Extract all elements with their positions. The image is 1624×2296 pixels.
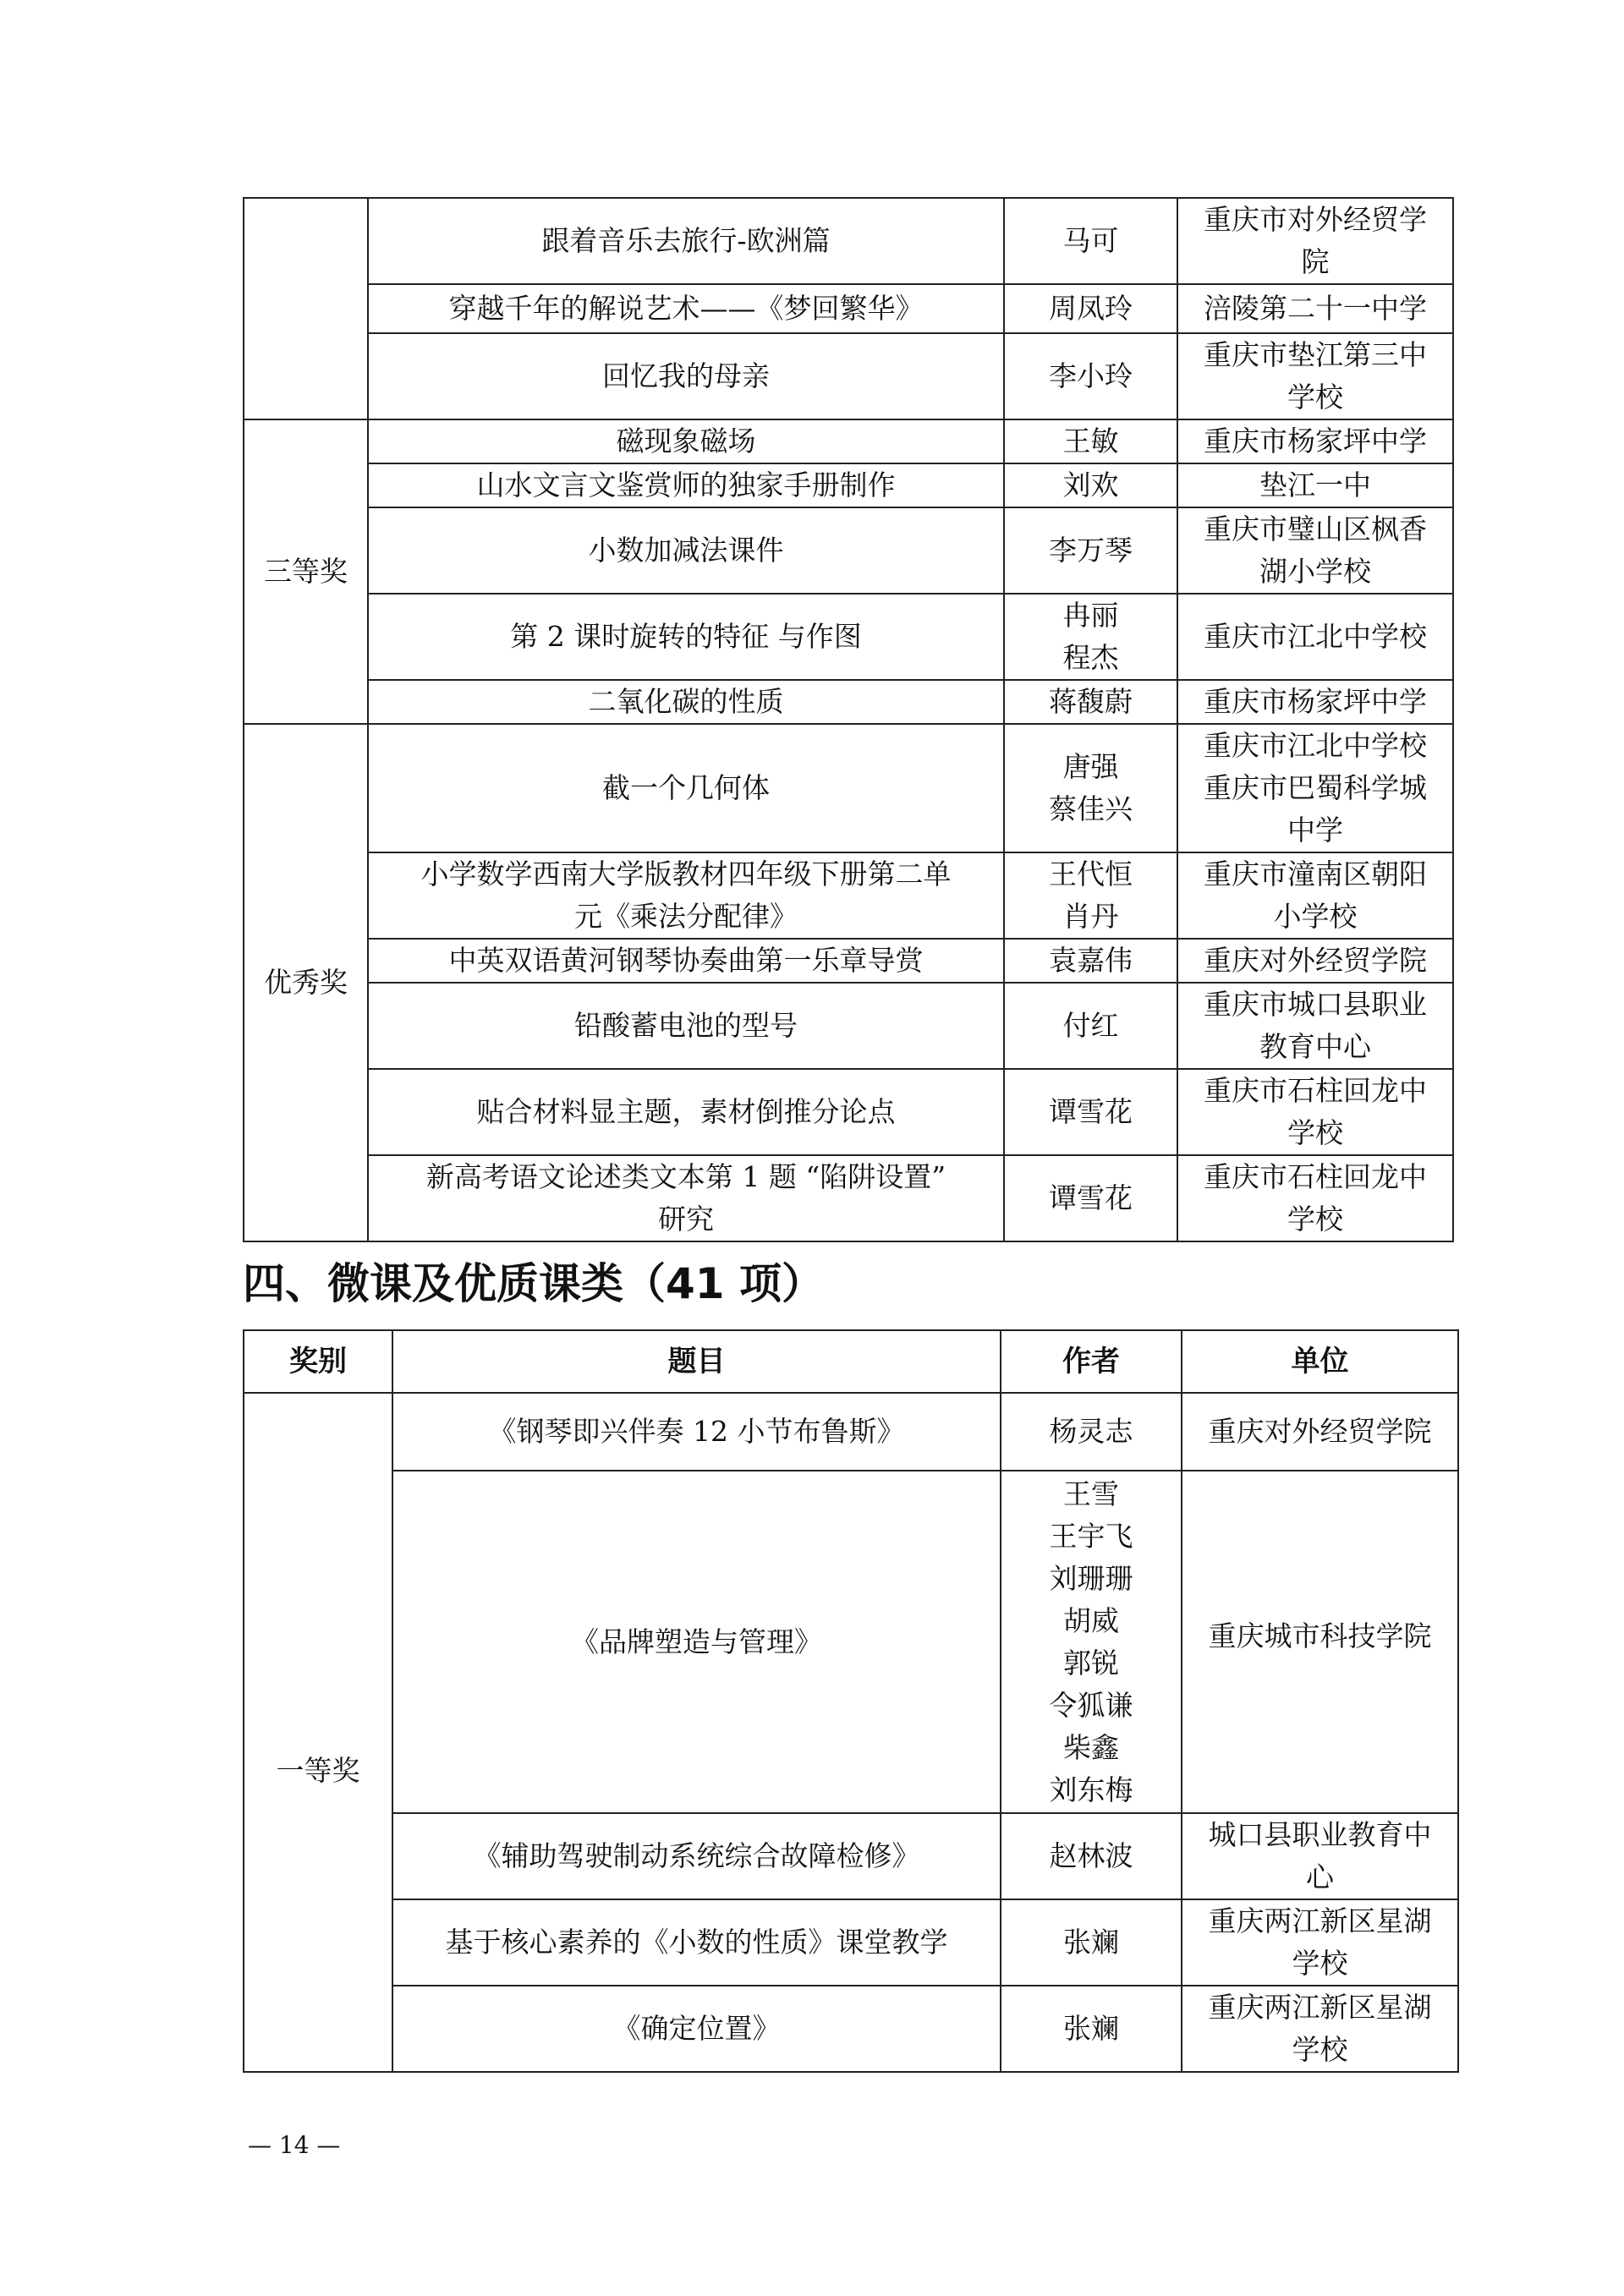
entry-unit: 重庆两江新区星湖 学校 (1182, 1899, 1458, 1986)
entry-title: 小学数学西南大学版教材四年级下册第二单 元《乘法分配律》 (368, 852, 1004, 939)
entry-author: 谭雪花 (1004, 1155, 1177, 1241)
entry-author: 刘欢 (1004, 463, 1177, 507)
entry-title: 二氧化碳的性质 (368, 680, 1004, 724)
microlesson-awards-table (243, 1329, 1459, 2073)
entry-author: 王雪 王宇飞 刘珊珊 胡威 郭锐 令狐谦 柴鑫 刘东梅 (1001, 1471, 1182, 1813)
table-row (244, 463, 1453, 507)
entry-title: 跟着音乐去旅行-欧洲篇 (368, 198, 1004, 284)
entry-unit: 重庆市对外经贸学 院 (1177, 198, 1453, 284)
awards-table-continued (243, 197, 1454, 1242)
entry-title: 《确定位置》 (392, 1986, 1001, 2072)
entry-author: 杨灵志 (1001, 1393, 1182, 1471)
entry-author: 李万琴 (1004, 507, 1177, 594)
entry-title: 穿越千年的解说艺术——《梦回繁华》 (368, 284, 1004, 333)
entry-title: 山水文言文鉴赏师的独家手册制作 (368, 463, 1004, 507)
entry-unit: 重庆市杨家坪中学 (1177, 680, 1453, 724)
table-header-row (244, 1330, 1458, 1393)
entry-title: 贴合材料显主题，素材倒推分论点 (368, 1069, 1004, 1155)
table-row (244, 1813, 1458, 1899)
entry-title: 磁现象磁场 (368, 419, 1004, 463)
entry-unit: 重庆市璧山区枫香 湖小学校 (1177, 507, 1453, 594)
header-author: 作者 (1001, 1330, 1182, 1393)
entry-unit: 重庆市石柱回龙中 学校 (1177, 1155, 1453, 1241)
entry-unit: 城口县职业教育中 心 (1182, 1813, 1458, 1899)
header-unit: 单位 (1182, 1330, 1458, 1393)
award-level-first: 一等奖 (244, 1393, 392, 2072)
entry-author: 张斓 (1001, 1986, 1182, 2072)
entry-author: 袁嘉伟 (1004, 939, 1177, 983)
entry-unit: 涪陵第二十一中学 (1177, 284, 1453, 333)
header-title: 题目 (392, 1330, 1001, 1393)
entry-unit: 重庆市杨家坪中学 (1177, 419, 1453, 463)
entry-unit: 重庆市城口县职业 教育中心 (1177, 983, 1453, 1069)
entry-title: 基于核心素养的《小数的性质》课堂教学 (392, 1899, 1001, 1986)
table-row (244, 1986, 1458, 2072)
table-row (244, 1155, 1453, 1241)
entry-author: 周凤玲 (1004, 284, 1177, 333)
entry-title: 《钢琴即兴伴奏 12 小节布鲁斯》 (392, 1393, 1001, 1471)
entry-author: 张斓 (1001, 1899, 1182, 1986)
entry-author: 唐强 蔡佳兴 (1004, 724, 1177, 852)
entry-title: 铅酸蓄电池的型号 (368, 983, 1004, 1069)
table-row (244, 333, 1453, 419)
award-level-excellent: 优秀奖 (244, 724, 368, 1241)
table-row (244, 983, 1453, 1069)
header-award: 奖别 (244, 1330, 392, 1393)
entry-title: 新高考语文论述类文本第 1 题 “陷阱设置” 研究 (368, 1155, 1004, 1241)
entry-author: 谭雪花 (1004, 1069, 1177, 1155)
award-cell-empty (244, 198, 368, 419)
entry-author: 付红 (1004, 983, 1177, 1069)
entry-title: 《辅助驾驶制动系统综合故障检修》 (392, 1813, 1001, 1899)
table-row (244, 680, 1453, 724)
table-row (244, 1471, 1458, 1813)
entry-unit: 重庆对外经贸学院 (1177, 939, 1453, 983)
table-row (244, 198, 1453, 284)
entry-title: 中英双语黄河钢琴协奏曲第一乐章导赏 (368, 939, 1004, 983)
table-row (244, 1393, 1458, 1471)
table-row (244, 284, 1453, 333)
entry-unit: 重庆市潼南区朝阳 小学校 (1177, 852, 1453, 939)
entry-title: 第 2 课时旋转的特征 与作图 (368, 594, 1004, 680)
entry-author: 蒋馥蔚 (1004, 680, 1177, 724)
entry-author: 赵林波 (1001, 1813, 1182, 1899)
entry-author: 马可 (1004, 198, 1177, 284)
entry-unit: 垫江一中 (1177, 463, 1453, 507)
table-row (244, 419, 1453, 463)
table-row (244, 1899, 1458, 1986)
entry-unit: 重庆市垫江第三中 学校 (1177, 333, 1453, 419)
entry-title: 《品牌塑造与管理》 (392, 1471, 1001, 1813)
table-row (244, 939, 1453, 983)
entry-author: 冉丽 程杰 (1004, 594, 1177, 680)
entry-unit: 重庆城市科技学院 (1182, 1471, 1458, 1813)
section-heading: 四、微课及优质课类（41 项） (243, 1259, 824, 1308)
entry-author: 李小玲 (1004, 333, 1177, 419)
entry-author: 王代恒 肖丹 (1004, 852, 1177, 939)
entry-title: 小数加减法课件 (368, 507, 1004, 594)
entry-unit: 重庆两江新区星湖 学校 (1182, 1986, 1458, 2072)
award-level-third: 三等奖 (244, 419, 368, 724)
entry-unit: 重庆对外经贸学院 (1182, 1393, 1458, 1471)
table-row (244, 852, 1453, 939)
table-row (244, 724, 1453, 852)
entry-title: 截一个几何体 (368, 724, 1004, 852)
entry-unit: 重庆市石柱回龙中 学校 (1177, 1069, 1453, 1155)
entry-author: 王敏 (1004, 419, 1177, 463)
page-number: — 14 — (248, 2131, 341, 2159)
table-row (244, 594, 1453, 680)
table-row (244, 507, 1453, 594)
entry-unit: 重庆市江北中学校 (1177, 594, 1453, 680)
table-row (244, 1069, 1453, 1155)
entry-unit: 重庆市江北中学校 重庆市巴蜀科学城 中学 (1177, 724, 1453, 852)
entry-title: 回忆我的母亲 (368, 333, 1004, 419)
